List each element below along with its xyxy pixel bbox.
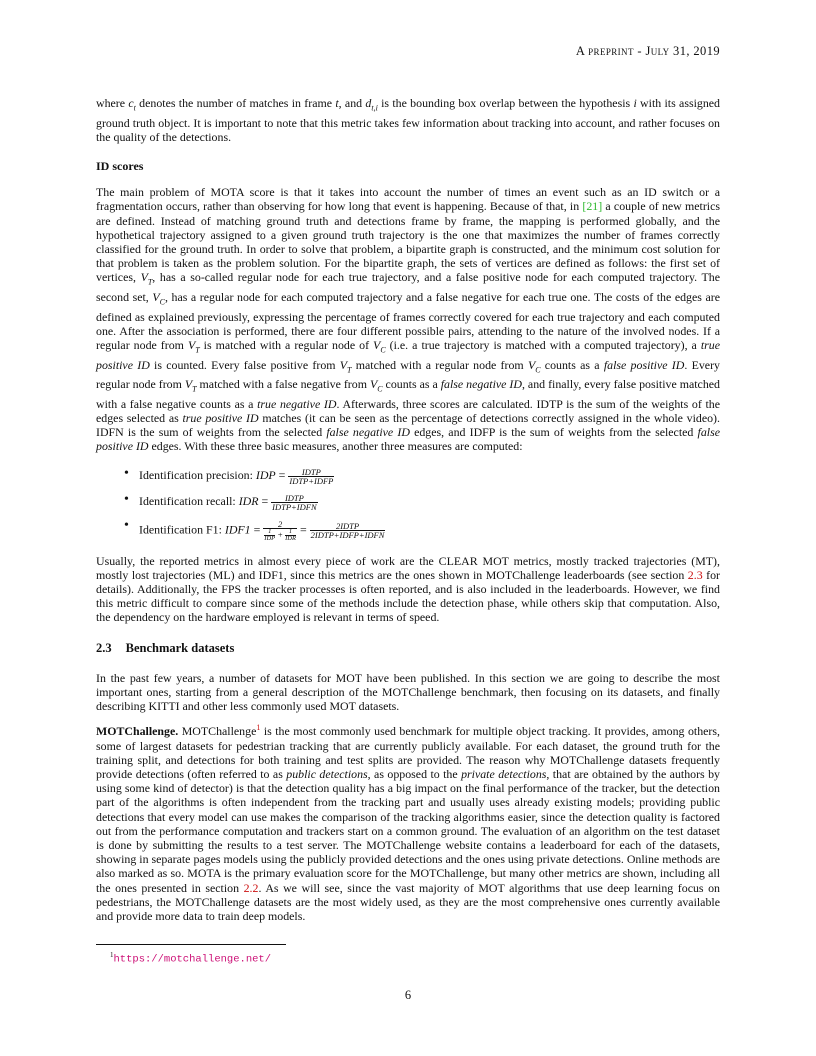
paragraph-datasets-intro: In the past few years, a number of datasets for MOT have been published. In this section we are going to describe the most important ones, starting from a general description of the MOTChallenge benchmark, then focusing on its datasets, and finally describing KITTI and other less commonly used MOT datasets. [96,670,720,714]
page-body [96,96,720,923]
paragraph-id-scores: The main problem of MOTA score is that it takes into account the number of times an event such as an ID switch or a fragmentation occurs, rather than observing for how long that event is happening. Because of that, in [21] a couple of new metrics are defined. Instead of matching ground truth and detections frame by frame, the mapping is performed globally, and the hypothetical trajectory assigned to a given ground truth trajectory is the one that maximizes the number of frames correctly classified for the ground truth. In order to solve that problem, a bipartite graph is constructed, and the minimum cost solution for that problem is taken as the problem solution. For the bipartite graph, the sets of vertices are defined as follows: the first set of vertices, $V_T$, has a so-called regular node for each true trajectory, and a false positive node for each computed trajectory. The second set, $V_C$, has a regular node for each computed trajectory and a false negative for each true one. The costs of the edges are defined as explained previously, expressing the percentage of frames correctly covered for each true trajectory and each computed one. After the association is performed, there are four different possible pairs, attending to the nature of the involved nodes. If a regular node from $V_T$ is matched with a regular node of $V_C$ (i.e. a true trajectory is matched with a computed trajectory), a true positive ID is counted. Every false positive from $V_T$ matched with a regular node from $V_C$ counts as a false positive ID. Every regular node from $V_T$ matched with a false negative from $V_C$ counts as a false negative ID, and finally, every false positive matched with a false negative counts as a true negative ID. Afterwards, three scores are calculated. IDTP is the sum of the weights of the edges selected as true positive ID matches (it can be seen as the percentage of detections correctly assigned in the whole video). IDFN is the sum of weights from the selected false negative ID edges, and IDFP is the sum of weights from the selected false positive ID edges. With these three basic measures, another three measures are computed: [96,185,721,454]
metric-list [96,468,720,542]
fraction-idf1: $\frac{\text{2IDTP}}{\text{2IDTP+IDFP+IDFN}}$ [310,521,385,541]
paragraph-mota-continuation: where $c_t$ denotes the number of matches in frame t, and $d_{t,i}$ is the bounding box overlap between the hypothesis i with its assigned ground truth object. It is important to note that this metric takes few information about tracking into account, and rather focuses on the quality of the detections. [96,96,720,144]
footnote-url-link[interactable]: https://motchallenge.net/ [113,953,272,966]
footnote-marker[interactable]: 1 [256,723,261,733]
fraction-idr: $\frac{\text{IDTP}}{\text{IDTP+IDFN}}$ [272,492,317,512]
list-item-idf1: • Identification F1: IDF1 = 2 1 IDP + 1 IDR = $\frac{\text{2IDTP}}{\text{2IDTP+IDFP+IDFN}}$ [124,520,720,542]
footnote: $^1$https://motchallenge.net/ [110,951,272,966]
running-header: A preprint - July 31, 2019 [575,44,720,58]
heading-id-scores: ID scores [96,158,144,173]
paragraph-reported-metrics: Usually, the reported metrics in almost every piece of work are the CLEAR MOT metrics, mostly tracked trajectories (MT), mostly lost trajectories (ML) and IDF1, since this metrics are the ones shown in MOTChallenge leaderboards (see section 2.3 for details). Additionally, the FPS the tracker processes is often reported, and is also included in the leaderboards. However, we find this metric difficult to compare since some of the methods include the detection phase, while others skip that computation. Also, the dependency on the hardware employed is relevant in terms of speed. [96,553,720,625]
paragraph-motchallenge: MOTChallenge. MOTChallenge$^1$ is the most commonly used benchmark for multiple object tracking. It provides, among others, some of largest datasets for pedestrian tracking that are currently publicly available. For each dataset, the ground truth for the training split, and detections for both training and test splits are provided. The reason why MOTChallenge datasets frequently provide detections (often referred to as public detections, as opposed to the private detections, that are obtained by the authors by using some kind of detector) is that the detection quality has a big impact on the final performance of the tracker, but the detection part of the algorithms is often independent from the tracking part and usually uses already existing models; providing public detections that every model can use makes the comparison of the tracking algorithms easier, since the detection quality is factored out from the performance computation and trackers start on a common ground. The evaluation of an algorithm on the test dataset is done by submitting the results to a test server. The MOTChallenge website contains a leaderboard for each of the datasets, showing in separate pages models using the publicly provided detections and the ones using private detections. Online methods are also marked as so. MOTA is the primary evaluation score for the MOTChallenge, but many other metrics are shown, including all the ones presented in section 2.2. As we will see, since the vast majority of MOT algorithms that use deep learning focus on pedestrians, the MOTChallenge datasets are the most widely used, as they are the most comprehensive ones currently available and provide more data to train deep models. [96,723,720,923]
section-link[interactable]: 2.3 [687,567,703,582]
section-heading-benchmark-datasets: 2.3 Benchmark datasets [96,640,235,655]
citation-link[interactable]: [21] [582,199,603,214]
list-item-idp: • Identification precision: IDP = $\frac{\text{IDTP}}{\text{IDTP+IDFP}}$ [124,468,720,485]
fraction-idp: $\frac{\text{IDTP}}{\text{IDTP+IDFP}}$ [289,466,334,486]
page-number: 6 [404,988,412,1002]
footnote-divider [96,944,286,945]
fraction-idf1-harmonic: 2 1 IDP + 1 IDR [264,518,296,542]
section-link[interactable]: 2.2 [243,880,259,895]
list-item-idr: • Identification recall: IDR = $\frac{\text{IDTP}}{\text{IDTP+IDFN}}$ [124,494,720,511]
